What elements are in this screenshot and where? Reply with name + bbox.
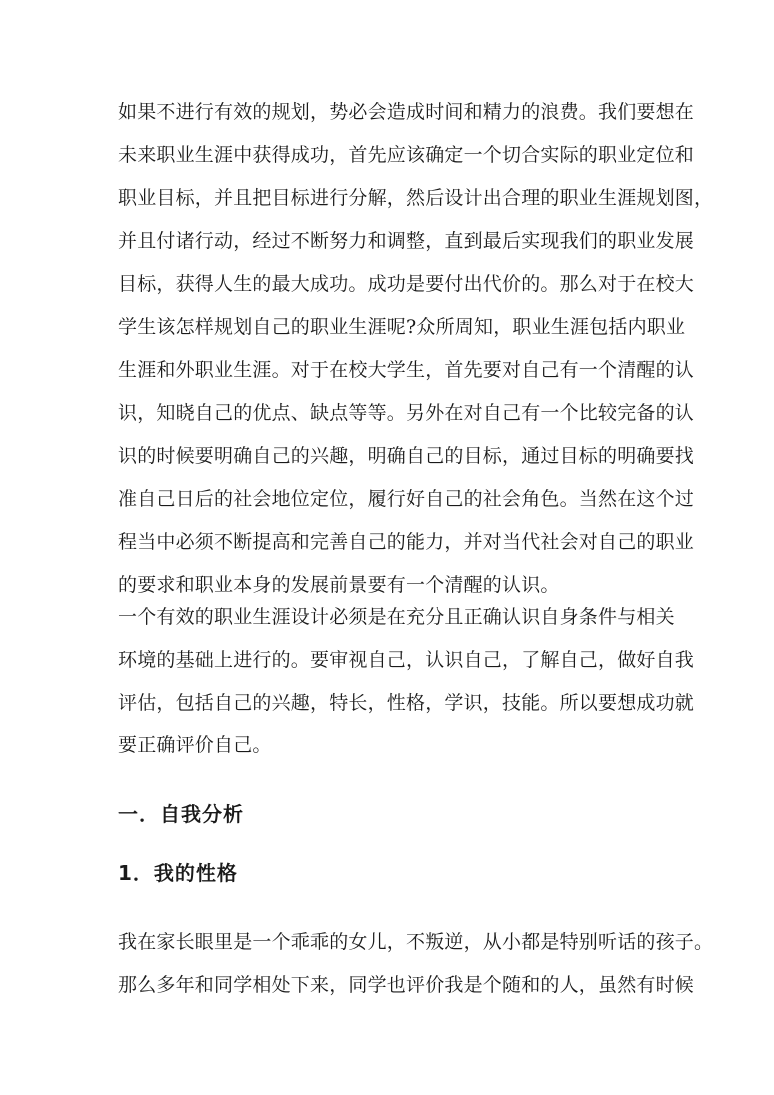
text-line: 目标，获得人生的最大成功。成功是要付出代价的。那么对于在校大: [118, 273, 695, 295]
text-line: 我在家长眼里是一个乖乖的女儿，不叛逆，从小都是特别听话的孩子。: [118, 931, 714, 953]
text-line: 要正确评价自己。: [118, 734, 272, 756]
text-line: 学生该怎样规划自己的职业生涯呢?众所周知，职业生涯包括内职业: [118, 316, 686, 338]
text-line: 评估，包括自己的兴趣，特长，性格，学识，技能。所以要想成功就: [118, 692, 695, 714]
text-line: 职业目标，并且把目标进行分解，然后设计出合理的职业生涯规划图，: [118, 187, 714, 209]
text-line: 那么多年和同学相处下来，同学也评价我是个随和的人，虽然有时候: [118, 974, 695, 996]
subsection-heading: 1．我的性格: [118, 861, 238, 885]
text-line: 识，知晓自己的优点、缺点等等。另外在对自己有一个比较完备的认: [118, 402, 695, 424]
text-line: 并且付诸行动，经过不断努力和调整，直到最后实现我们的职业发展: [118, 230, 695, 252]
text-line: 未来职业生涯中获得成功，首先应该确定一个切合实际的职业定位和: [118, 144, 695, 166]
text-line: 识的时候要明确自己的兴趣，明确自己的目标，通过目标的明确要找: [118, 445, 695, 467]
text-line: 程当中必须不断提高和完善自己的能力，并对当代社会对自己的职业: [118, 531, 695, 553]
text-line: 准自己日后的社会地位定位，履行好自己的社会角色。当然在这个过: [118, 488, 695, 510]
text-line: 的要求和职业本身的发展前景要有一个清醒的认识。: [118, 574, 560, 596]
text-line: 一个有效的职业生涯设计必须是在充分且正确认识自身条件与相关: [118, 606, 675, 628]
section-heading: 一．自我分析: [118, 802, 244, 826]
text-line: 生涯和外职业生涯。对于在校大学生，首先要对自己有一个清醒的认: [118, 359, 695, 381]
text-line: 环境的基础上进行的。要审视自己，认识自己，了解自己，做好自我: [118, 649, 695, 671]
text-line: 如果不进行有效的规划，势必会造成时间和精力的浪费。我们要想在: [118, 101, 695, 123]
